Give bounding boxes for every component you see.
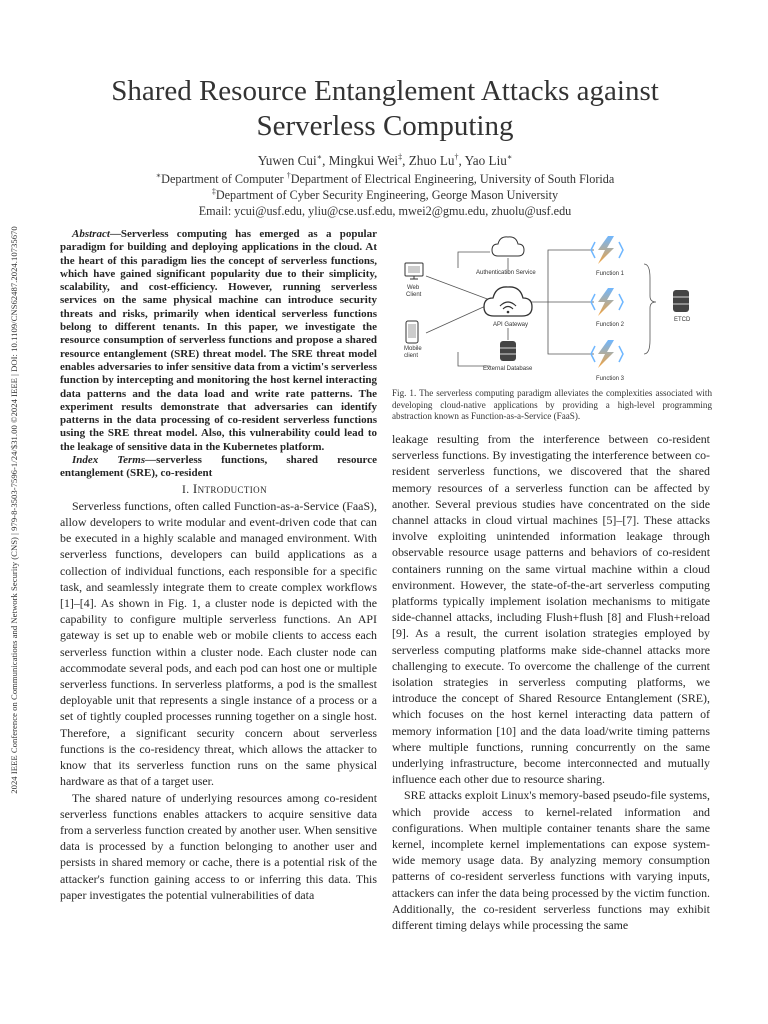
author-sep: , bbox=[402, 153, 409, 168]
author-list bbox=[40, 153, 730, 169]
author-name: Zhuo Lu bbox=[408, 153, 455, 168]
mobile-client-label-2: client bbox=[404, 353, 419, 359]
title-line-1: Shared Resource Entanglement Attacks against bbox=[111, 75, 659, 107]
affil-text: Department of Cyber Security Engineering, George Mason University bbox=[215, 188, 559, 202]
external-db-label: External Database bbox=[483, 366, 533, 372]
body-paragraph: The shared nature of underlying resources among co-resident serverless functions enables attackers to acquire sensitive data from a serverless function created by another user. When sensitive data is processed by a function belonging to another user and persists in shared memory or cache, there is a potential risk of the attacker's function gaining access to or inferring this data. This paper investigates the potential vulnerabilities of data bbox=[60, 790, 377, 902]
database-icon bbox=[500, 341, 516, 361]
affil-text: Department of Electrical Engineering, University of South Florida bbox=[290, 172, 615, 186]
auth-service-label: Authentication Service bbox=[476, 270, 536, 276]
abstract-label: Abstract bbox=[72, 228, 110, 240]
caption-text: The serverless computing paradigm alleviates the complexities associated with developing cloud-native applications by providing a high-level programming abstraction known as Function-as-a-Service (FaaS). bbox=[392, 388, 713, 422]
author-mark: ∗ bbox=[316, 152, 323, 162]
affil-text: Department of Computer bbox=[161, 172, 287, 186]
email-line: Email: ycui@usf.edu, yliu@cse.usf.edu, mwei2@gmu.edu, zhuolu@usf.edu bbox=[198, 204, 572, 218]
body-paragraph: leakage resulting from the interference between co-resident serverless functions. By investigating the interference between co-resident serverless functions, we discovered that the shared memory resources of a serverless function can be affected by another. Several previous studies have concentrated on the side channel attacks in cloud virtual machines [5]–[7]. These attacks involve exploiting unintended information leakage through observable resource usage patterns and behaviors of co-resident containers running on the same virtual machine within a cloud environment. However, the state-of-the-art serverless computing platforms typically implement isolation mechanisms to mitigate side-channel attacks, including Flush+flush [8] and Flush+reload [9]. As a result, the current isolation strategies employed by serverless computing platforms make side-channel attacks more challenging to execute. To overcome the challenge of the current isolation strategies in serverless computing platforms, we introduce the concept of Shared Resource Entanglement (SRE), which focuses on the host kernel interacting data pattern of memory information [10] and the data load/write timing patterns where multiple functions, running concurrently on the same underlying infrastructure, become interconnected and mutually influence each other due to resource sharing. bbox=[392, 432, 710, 787]
author-name: Yao Liu bbox=[464, 153, 507, 168]
caption-label: Fig. 1. bbox=[392, 388, 417, 398]
body-paragraph: SRE attacks exploit Linux's memory-based pseudo-file systems, which provide access to kernel-related information and configurations. When multiple container tenants share the same kernel, incomplete kernel implementations can expose system-wide memory usage data. By analyzing memory consumption patterns of co-resident serverless functions with varying inputs, attackers can infer the data being processed by the victim function. Additionally, the co-resident serverless functions may exhibit different timing delays while processing the same bbox=[392, 788, 710, 933]
affiliation-1 bbox=[40, 172, 730, 187]
author-sep: , bbox=[458, 153, 465, 168]
api-gateway-icon bbox=[484, 287, 532, 316]
web-client-icon bbox=[405, 263, 423, 279]
author-name: Mingkui Wei bbox=[328, 153, 399, 168]
sidebar-text: 2024 IEEE Conference on Communications and Network Security (CNS) | 979-8-3503-7596-1/24/$31.00 ©2024 IEEE | DOI: 10.1109/CNS62487.2024.10735670 bbox=[9, 226, 19, 794]
abstract bbox=[60, 228, 377, 454]
web-client-label-2: Client bbox=[406, 292, 422, 298]
connector-lines bbox=[426, 250, 656, 366]
mobile-client-icon bbox=[406, 321, 418, 343]
function-3-icon bbox=[591, 340, 623, 368]
section-number: I. bbox=[182, 482, 193, 496]
function-3-label: Function 3 bbox=[596, 376, 625, 382]
left-column bbox=[60, 228, 377, 903]
abstract-text: —Serverless computing has emerged as a popular paradigm for building and deploying applications in the cloud. At the heart of this paradigm lies the concept of serverless functions, which have gained significant popularity due to their simplicity, scalability, and cost-efficiency. However, running serverless services on the same physical machine can introduce security threats and risks, primarily when identical serverless functions belong to different tenants. In this paper, we investigate the resource consumption of serverless functions and propose a shared resource entanglement (SRE) threat model. The SRE threat model enables adversaries to infer sensitive data from a victim's serverless function by intercepting and monitoring the host kernel interacting data patterns and the data load and write rate patterns. The experiment results demonstrate that adversaries can identify patterns in the data processing of co-resident serverless functions using the SRE threat model. Also, this vulnerability could lead to the leakage of sensitive data in the Kubernetes platform. bbox=[60, 228, 377, 453]
section-heading bbox=[60, 481, 377, 498]
function-1-icon bbox=[591, 236, 623, 264]
function-2-icon bbox=[591, 288, 623, 316]
index-terms-label: Index Terms bbox=[72, 454, 146, 467]
cloud-icon bbox=[492, 237, 524, 256]
title-line-2: Serverless Computing bbox=[256, 110, 514, 142]
author-mark: ∗ bbox=[506, 152, 513, 162]
index-terms-text: —serverless functions, shared resource entanglement (SRE), co-resident bbox=[60, 454, 378, 480]
web-client-label-1: Web bbox=[407, 285, 420, 291]
author-name: Yuwen Cui bbox=[257, 153, 317, 168]
figure-caption bbox=[392, 388, 712, 423]
paper-title bbox=[40, 74, 730, 144]
section-title: Introduction bbox=[192, 480, 267, 496]
etcd-label: ETCD bbox=[674, 317, 691, 323]
api-gateway-label: API Gateway bbox=[493, 322, 529, 328]
sidebar-citation bbox=[5, 170, 23, 850]
affil-mark: ‡ bbox=[211, 186, 216, 196]
affil-mark: ∗ bbox=[155, 170, 162, 180]
author-sep: , bbox=[322, 153, 329, 168]
figure-1-diagram bbox=[398, 228, 722, 388]
right-column bbox=[392, 431, 710, 933]
author-mark: † bbox=[454, 152, 459, 162]
body-paragraph: Serverless functions, often called Function-as-a-Service (FaaS), allow developers to write modular and event-driven code that can be executed in a highly scalable and managed environment. With serverless functions, developers can build applications as a collection of individual functions, each responsible for a specific task, and seamlessly integrate them to create complex workflows [1]–[4]. As shown in Fig. 1, a cluster node is depicted with the capability to configure multiple serverless functions. An API gateway is set up to enable web or mobile clients to access each serverless function within a cluster node. Each cluster node can accommodate several pods, and each pod can host one or multiple serverless functions. In serverless platforms, a pod is the smallest deployable unit that represents a single instance of a process or a set of tightly coupled processes running together on a single host. Therefore, a significant security concern about serverless functions is the co-residency threat, which allows the attacker to know that its serverless function runs on the same physical hardware as that of a target user. bbox=[60, 498, 377, 789]
etcd-icon bbox=[673, 290, 689, 312]
author-mark: ‡ bbox=[398, 152, 403, 162]
affiliation-2 bbox=[40, 188, 730, 203]
function-2-label: Function 2 bbox=[596, 322, 625, 328]
function-1-label: Function 1 bbox=[596, 271, 625, 277]
index-terms bbox=[60, 454, 377, 481]
mobile-client-label-1: Mobile bbox=[404, 346, 422, 352]
affil-mark: † bbox=[286, 170, 291, 180]
